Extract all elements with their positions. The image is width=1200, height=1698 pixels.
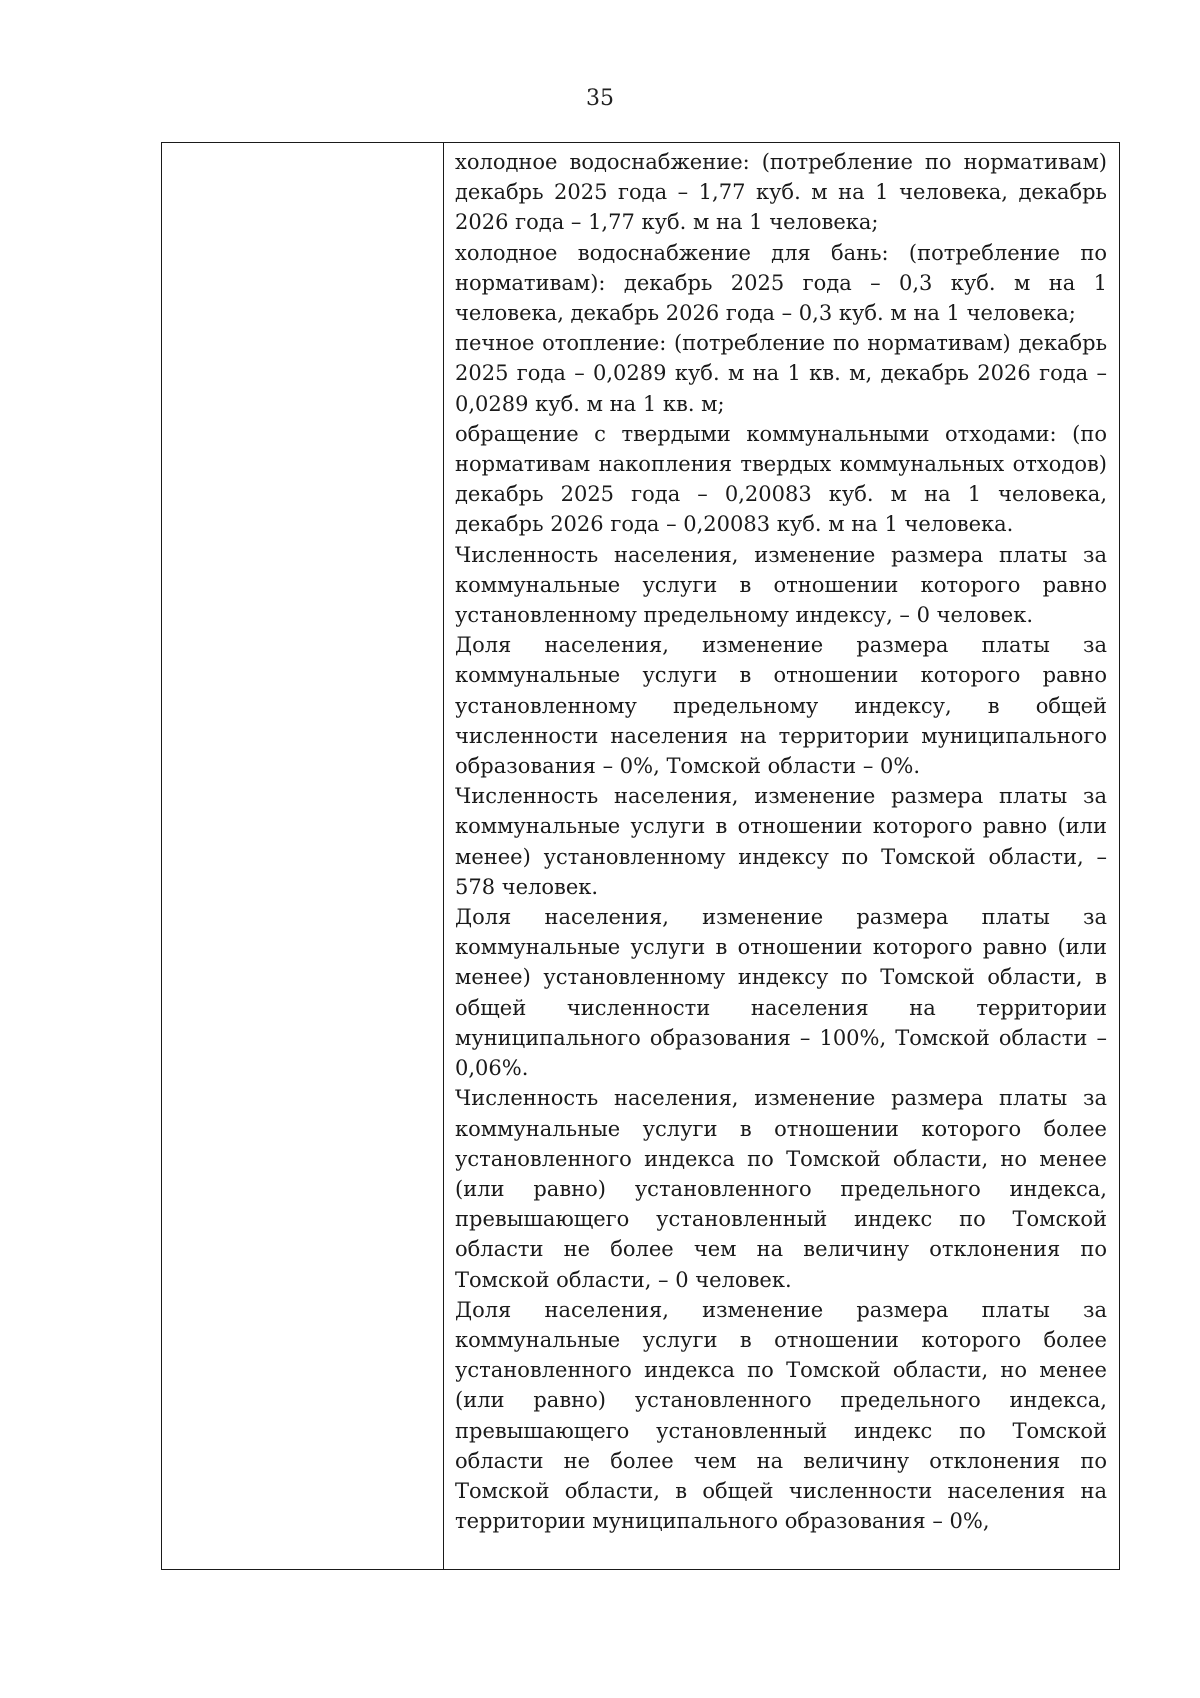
paragraph-population-limit-index: Численность населения, изменение размера платы за коммунальные услуги в отношении которого равно установленному предельному индексу, – 0 человек. <box>455 542 1107 628</box>
paragraph-population-regional-index: Численность населения, изменение размера платы за коммунальные услуги в отношении которого равно (или менее) установленному индексу по Томской области, – 578 человек. <box>455 784 1107 899</box>
paragraph-share-regional-index: Доля населения, изменение размера платы за коммунальные услуги в отношении которого равно (или менее) установленному индексу по Томской области, в общей численности населения на территории муниципального образования – 100%, Томской области – 0,06%. <box>455 905 1107 1081</box>
paragraph-share-above-index: Доля населения, изменение размера платы за коммунальные услуги в отношении которого более установленного индекса по Томской области, но менее (или равно) установленного предельного индекса, превышающего установленный индекс по Томской области не более чем на величину отклонения по Томской области, в общей численности населения на территории муниципального образования – 0%, <box>455 1297 1107 1534</box>
document-table <box>161 142 1120 1570</box>
paragraph-cold-water-baths: холодное водоснабжение для бань: (потребление по нормативам): декабрь 2025 года – 0,3 куб. м на 1 человека, декабрь 2026 года – 0,3 куб. м на 1 человека; <box>455 240 1107 326</box>
paragraph-solid-waste: обращение с твердыми коммунальными отходами: (по нормативам накопления твердых коммунальных отходов) декабрь 2025 года – 0,20083 куб. м на 1 человека, декабрь 2026 года – 0,20083 куб. м на 1 человека. <box>455 421 1107 537</box>
paragraph-share-limit-index: Доля населения, изменение размера платы за коммунальные услуги в отношении которого равно установленному предельному индексу, в общей численности населения на территории муниципального образования – 0%, Томской области – 0%. <box>455 633 1107 779</box>
paragraph-population-above-index: Численность населения, изменение размера платы за коммунальные услуги в отношении которого более установленного индекса по Томской области, но менее (или равно) установленного предельного индекса, превышающего установленный индекс по Томской области не более чем на величину отклонения по Томской области, – 0 человек. <box>455 1086 1107 1292</box>
page-number: 35 <box>586 86 614 111</box>
table-left-cell <box>162 143 444 1569</box>
paragraph-cold-water: холодное водоснабжение: (потребление по нормативам) декабрь 2025 года – 1,77 куб. м на 1 человека, декабрь 2026 года – 1,77 куб. м на 1 человека; <box>455 150 1107 235</box>
paragraph-stove-heating: печное отопление: (потребление по нормативам) декабрь 2025 года – 0,0289 куб. м на 1 кв. м, декабрь 2026 года – 0,0289 куб. м на 1 кв. м; <box>455 331 1107 416</box>
table-right-cell <box>444 143 1119 1569</box>
